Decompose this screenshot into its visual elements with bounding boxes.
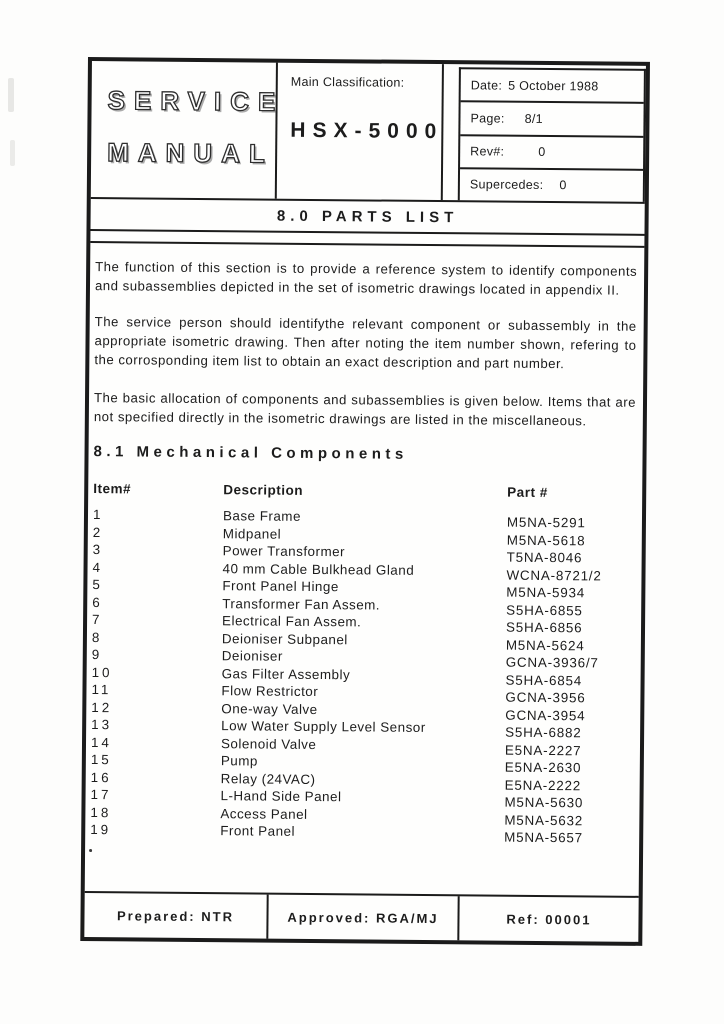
section-banner: 8.0 PARTS LIST — [90, 199, 644, 236]
paragraph-2: The service person should identifythe relevant component or subassembly in the appropriate isometric drawing. Then after noting the item number shown, refering to the corrosponding item list to obtain an exact description and part number. — [94, 314, 637, 372]
item-part-number: M5NA-5291 — [506, 514, 586, 531]
item-number: 15 — [90, 752, 112, 768]
paragraph-1: The function of this section is to provide a reference system to identify components and subassemblies depicted in the set of isometric drawings located in appendix II. — [94, 259, 638, 298]
info-column — [458, 67, 646, 202]
item-description: Deioniser — [221, 648, 283, 664]
document-page — [80, 57, 650, 946]
date-row — [461, 69, 644, 104]
item-description: Midpanel — [222, 525, 282, 542]
item-number: 11 — [91, 682, 112, 698]
header — [91, 61, 646, 204]
item-number: 13 — [91, 717, 113, 733]
ref-cell: Ref: 00001 — [506, 911, 592, 927]
column-header-description: Description — [223, 482, 304, 498]
item-number: 14 — [90, 734, 112, 750]
item-number: 8 — [91, 629, 103, 645]
item-number: 12 — [91, 699, 113, 715]
rev-label: Rev#: — [470, 144, 505, 159]
item-description: Electrical Fan Assem. — [222, 613, 362, 630]
item-description: Relay (24VAC) — [220, 770, 316, 787]
item-number: 10 — [91, 664, 113, 680]
rev-row — [460, 136, 643, 171]
item-part-number: S5HA-6854 — [505, 672, 583, 688]
item-number: 18 — [90, 804, 112, 820]
item-description: Flow Restrictor — [221, 683, 319, 700]
item-description: 40 mm Cable Bulkhead Gland — [222, 560, 415, 578]
item-part-number: E5NA-2630 — [504, 759, 582, 776]
item-part-number: M5NA-5657 — [504, 829, 583, 846]
scan-artifact — [8, 78, 14, 112]
supercedes-value: 0 — [559, 178, 567, 193]
subsection-heading: 8.1 Mechanical Components — [93, 443, 408, 463]
item-description: Low Water Supply Level Sensor — [221, 718, 426, 735]
supercedes-row — [460, 169, 643, 202]
item-description: Power Transformer — [222, 543, 346, 560]
item-description: L-Hand Side Panel — [220, 788, 342, 805]
item-number: 9 — [91, 647, 103, 663]
page-value: 8/1 — [524, 111, 543, 126]
item-part-number: M5NA-5934 — [506, 584, 586, 601]
item-part-number: E5NA-2222 — [504, 777, 582, 793]
item-number: 1 — [92, 507, 104, 523]
item-number: 19 — [90, 822, 112, 838]
approved-cell: Approved: RGA/MJ — [268, 895, 459, 941]
classification-cell — [277, 63, 444, 200]
item-part-number: M5NA-5618 — [506, 532, 586, 548]
item-part-number: M5NA-5624 — [505, 637, 585, 653]
item-number: 4 — [92, 559, 104, 575]
item-part-number: WCNA-8721/2 — [506, 567, 602, 584]
header-gap — [443, 64, 459, 200]
item-description: Base Frame — [222, 508, 302, 524]
item-description: Transformer Fan Assem. — [222, 595, 381, 613]
service-manual-cell — [91, 61, 285, 199]
item-part-number: GCNA-3954 — [505, 707, 586, 723]
model-number: HSX-5000 — [290, 118, 444, 144]
prepared-cell: Prepared: NTR — [84, 893, 268, 939]
parts-table — [90, 481, 635, 846]
item-part-number: E5NA-2227 — [504, 742, 582, 758]
item-description: Front Panel — [220, 823, 296, 839]
service-title-line2: MANUAL — [107, 137, 274, 169]
item-description: Access Panel — [220, 805, 308, 822]
scan-speck — [89, 849, 92, 852]
item-description: Deioniser Subpanel — [221, 630, 348, 647]
item-number: 3 — [92, 542, 104, 558]
item-part-number: S5HA-6855 — [506, 602, 583, 618]
item-part-number: T5NA-8046 — [506, 549, 583, 566]
item-number: 5 — [92, 577, 103, 593]
scan-artifact — [10, 140, 15, 166]
item-description: Gas Filter Assembly — [221, 665, 351, 682]
page-label: Page: — [470, 111, 505, 126]
item-number: 6 — [92, 594, 103, 610]
service-title-line1: SERVICE — [107, 85, 285, 117]
column-header-item: Item# — [93, 481, 132, 497]
item-part-number: GCNA-3936/7 — [505, 654, 599, 671]
content-area — [85, 243, 645, 898]
item-part-number: S5HA-6882 — [505, 724, 582, 741]
item-part-number: M5NA-5632 — [504, 812, 584, 828]
item-number: 7 — [92, 612, 103, 628]
footer — [84, 893, 638, 942]
rev-value: 0 — [538, 145, 546, 160]
page-row — [460, 103, 643, 138]
main-classification-label: Main Classification: — [290, 74, 405, 90]
item-description: Front Panel Hinge — [222, 578, 339, 595]
item-number: 17 — [90, 787, 112, 803]
item-number: 16 — [90, 769, 112, 785]
item-part-number: M5NA-5630 — [504, 794, 584, 811]
column-header-part: Part # — [507, 484, 548, 501]
item-number: 2 — [92, 524, 104, 540]
item-description: One-way Valve — [221, 700, 318, 717]
supercedes-label: Supercedes: — [469, 177, 544, 193]
item-description: Pump — [220, 753, 258, 769]
item-description: Solenoid Valve — [220, 735, 317, 752]
date-label: Date: — [470, 77, 503, 93]
item-part-number: GCNA-3956 — [505, 689, 586, 706]
paragraph-3: The basic allocation of components and subassemblies is given below. Items that are not specified directly in the isometric drawings are listed in the miscellaneous. — [93, 390, 637, 429]
date-value: 5 October 1988 — [508, 78, 599, 94]
item-part-number: S5HA-6856 — [505, 619, 583, 636]
